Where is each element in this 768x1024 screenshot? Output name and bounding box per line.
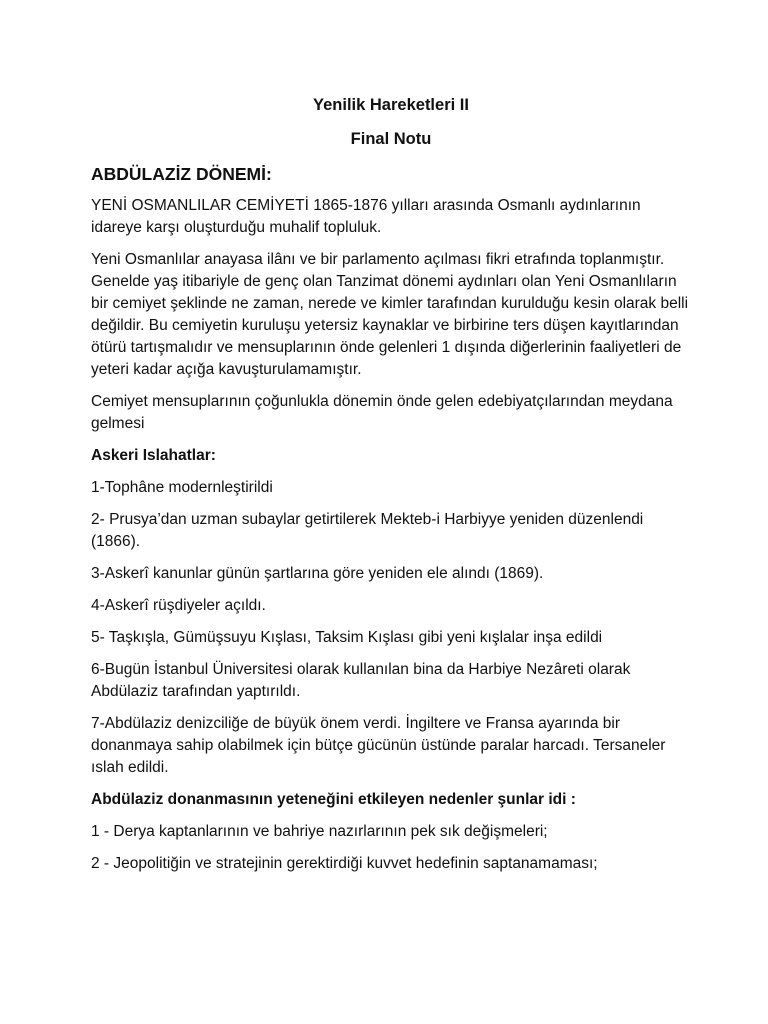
list-item: 5- Taşkışla, Gümüşsuyu Kışlası, Taksim Kışlası gibi yeni kışlalar inşa edildi [91, 629, 603, 646]
list-item: 6-Bugün İstanbul Üniversitesi olarak kullanılan bina da Harbiye Nezâreti olarak Abdülaziz tarafından yaptırıldı. [91, 661, 631, 700]
list-item: 2 - Jeopolitiğin ve stratejinin gerektirdiği kuvvet hedefinin saptanamaması; [91, 855, 598, 872]
document-subtitle: Final Notu [350, 130, 432, 148]
list-item: 1 - Derya kaptanlarının ve bahriye nazırlarının pek sık değişmeleri; [91, 823, 548, 840]
list-item: 7-Abdülaziz denizciliğe de büyük önem verdi. İngiltere ve Fransa ayarında bir donanmaya sahip olabilmek için bütçe gücünün üstünde paralar harcadı. Tersaneler ıslah edildi. [91, 715, 666, 776]
list-item: 1-Tophâne modernleştirildi [91, 479, 273, 496]
military-heading: Askeri Islahatlar: [91, 447, 216, 464]
list-item: 2- Prusya’dan uzman subaylar getirtilerek Mekteb-i Harbiyye yeniden düzenlendi (1866). [91, 511, 644, 550]
document-page [91, 94, 691, 885]
list-item: 3-Askerî kanunlar günün şartlarına göre yeniden ele alındı (1869). [91, 565, 544, 582]
paragraph: YENİ OSMANLILAR CEMİYETİ 1865-1876 yılları arasında Osmanlı aydınlarının idareye karşı oluşturduğu muhalif topluluk. [91, 197, 641, 236]
document-title: Yenilik Hareketleri II [313, 96, 469, 114]
paragraph: Cemiyet mensuplarının çoğunlukla dönemin önde gelen edebiyatçılarından meydana gelmesi [91, 393, 673, 432]
list-item: 4-Askerî rüşdiyeler açıldı. [91, 597, 266, 614]
section-heading: ABDÜLAZİZ DÖNEMİ: [91, 164, 272, 184]
navy-heading: Abdülaziz donanmasının yeteneğini etkileyen nedenler şunlar idi : [91, 791, 576, 808]
paragraph: Yeni Osmanlılar anayasa ilânı ve bir parlamento açılması fikri etrafında toplanmıştır. Genelde yaş itibariyle de genç olan Tanzimat dönemi aydınları olan Yeni Osmanlıların bir cemiyet şeklinde ne zaman, nerede ve kimler tarafından kurulduğu kesin olarak belli değildir. Bu cemiyetin kuruluşu yetersiz kaynaklar ve birbirine ters düşen kayıtlarından ötürü tartışmalıdır ve mensuplarının önde gelenleri 1 dışında diğerlerinin faaliyetleri de yeteri kadar açığa kavuşturulamamıştır. [91, 251, 689, 378]
